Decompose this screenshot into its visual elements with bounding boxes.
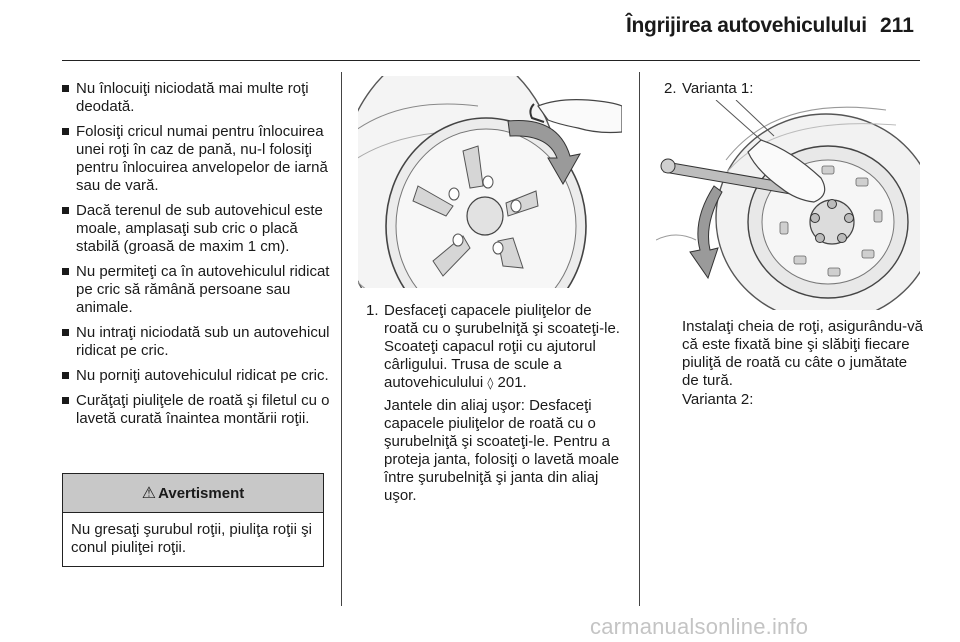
list-item: Nu înlocuiţi niciodată mai multe roţi deodată. bbox=[62, 80, 332, 116]
bullet-square-icon bbox=[62, 85, 69, 92]
list-item: Nu porniţi autovehiculul ridicat pe cric. bbox=[62, 367, 332, 385]
wheel-illustration bbox=[358, 76, 622, 288]
bullet-square-icon bbox=[62, 397, 69, 404]
warning-icon: ⚠ bbox=[141, 485, 157, 502]
bullet-square-icon bbox=[62, 329, 69, 336]
bullet-square-icon bbox=[62, 207, 69, 214]
list-item: Folosiţi cricul numai pentru înlocuirea unei roţi în caz de pană, nu-l folosiţi pentru înlocuirea anvelopelor de iarnă sau de vară. bbox=[62, 123, 332, 195]
warning-title: Avertisment bbox=[158, 484, 245, 502]
list-item: Curăţaţi piuliţele de roată şi filetul cu o lavetă curată înaintea montării roţii. bbox=[62, 392, 332, 428]
variant-2-label: Varianta 2: bbox=[682, 391, 754, 408]
wrench-illustration bbox=[656, 100, 920, 310]
list-item: Nu permiteţi ca în autovehiculul ridicat pe cric să rămână persoane sau animale. bbox=[62, 263, 332, 317]
list-item: Dacă terenul de sub autovehicul este moale, amplasaţi sub cric o placă stabilă (groasă de maxim 1 cm). bbox=[62, 202, 332, 256]
hubcap-removal-illustration bbox=[358, 76, 622, 288]
page-number: 211 bbox=[880, 14, 914, 37]
warning-text: Nu gresaţi şurubul roţii, piuliţa roţii şi conul piuliţei roţii. bbox=[71, 521, 312, 556]
step-number: 2. bbox=[664, 80, 677, 97]
warning-header bbox=[63, 474, 323, 513]
bullet-square-icon bbox=[62, 372, 69, 379]
column-divider-left bbox=[341, 72, 342, 606]
watermark: carmanualsonline.info bbox=[590, 614, 809, 639]
list-item: Nu intraţi niciodată sub un autovehicul ridicat pe cric. bbox=[62, 324, 332, 360]
bullet-square-icon bbox=[62, 268, 69, 275]
variant-1-label: Varianta 1: bbox=[682, 80, 754, 97]
step-1-text: Desfaceţi capacele piuliţelor de roată cu o şurubelniţă şi scoateţi-le. Scoateţi capacul roţii cu ajutorul cârligului. Trusa de scule a autovehiculului ◊ 201. bbox=[384, 302, 620, 391]
alloy-wheel-note: Jantele din aliaj uşor: Desfaceţi capacele piuliţelor de roată cu o şurubelniţă şi scoateţi-le. Pentru a proteja janta, folosiţi o lavetă moale între şurubelniţă şi janta din aliaj uşor. bbox=[384, 397, 620, 504]
header-divider bbox=[62, 60, 920, 61]
wrench-instruction: Instalaţi cheia de roţi, asigurându-vă că este fixată bine şi slăbiţi fiecare piuliţă de roată cu câte o jumătate de tură. bbox=[682, 318, 923, 389]
bullet-square-icon bbox=[62, 128, 69, 135]
safety-bullet-list bbox=[62, 80, 332, 435]
column-divider-right bbox=[639, 72, 640, 606]
wheel-wrench-illustration bbox=[656, 100, 920, 310]
step-2 bbox=[664, 80, 904, 98]
page-title: Îngrijirea autovehiculului bbox=[626, 14, 867, 37]
book-reference-icon: ◊ bbox=[487, 376, 494, 390]
warning-box bbox=[62, 473, 324, 567]
page-reference: 201. bbox=[497, 374, 527, 391]
step-number: 1. bbox=[366, 302, 379, 319]
step-1 bbox=[366, 302, 626, 392]
